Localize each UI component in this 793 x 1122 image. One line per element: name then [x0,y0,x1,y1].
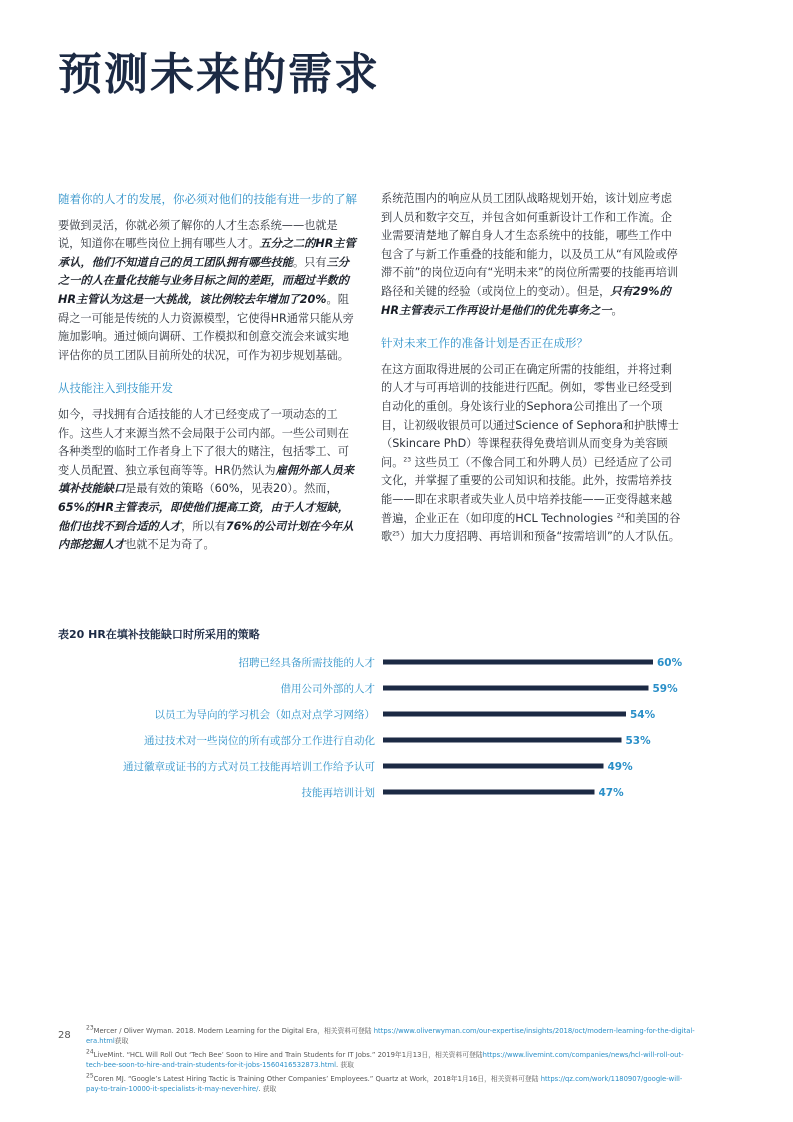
bar-value-label: 47% [598,787,624,799]
bar-value-label: 54% [630,709,656,721]
footnote [86,1074,696,1094]
footnote-link[interactable]: https://www.oliverwyman.com/our-expertise/insights/2018/oct/modern-learning-for-the-digital-era.html [86,1027,695,1045]
page-number: 28 [58,1030,71,1041]
footnote-ref: 23 [403,455,412,463]
emphasis-run: 三分之一的人在量化技能与业务目标之间的差距，而超过半数的HR主管认为这是一大挑战，该比例较去年增加了20% [58,255,349,306]
text-run: 也就不足为奇了。 [125,538,215,552]
bar-category-label: 招聘已经具备所需技能的人才 [238,657,375,669]
bar-category-label: 通过徽章或证书的方式对员工技能再培训工作给予认可 [123,761,375,773]
section-heading-future-work-plan: 针对未来工作的准备计划是否正在成形？ [381,336,588,351]
emphasis-run: 只有29%的HR主管表示工作再设计是他们的优先事务之一 [381,284,671,317]
bar-value-label: 59% [652,683,678,695]
bar-category-label: 以员工为导向的学习机会（如点对点学习网络） [154,709,375,721]
emphasis-run: 五分之二的HR主管承认，他们不知道自己的员工团队拥有哪些技能 [58,237,356,269]
strategy-bar-chart [58,648,683,808]
section-heading-skill-development: 从技能注入到技能开发 [58,381,173,396]
bar [383,764,604,769]
text-run: ）加大力度招聘、再培训和预备“按需培训”的人才队伍。 [399,530,680,544]
bar [383,790,595,795]
text-run: 如今，寻找拥有合适技能的人才已经变成了一项动态的工作。这些人才来源当然不会局限于公司内部。一些公司则在各种类型的临时工作者身上下了很大的赌注，包括零工、可变人员配置、独立承包商等等。HR仍然认为 [58,407,349,477]
right-column [381,190,681,561]
paragraph-reskilling-examples [381,361,681,547]
paragraph-workforce-planning [381,190,681,320]
text-run: 要做到灵活，你就必须了解你的人才生态系统——也就是说，知道你在哪些岗位上拥有哪些人才。 [58,218,338,251]
text-run: 。 [611,303,623,317]
footnote-number: 24 [86,1048,94,1056]
footnote-number: 25 [86,1072,94,1080]
bar [383,712,626,717]
chart-title: 表20 HR在填补技能缺口时所采用的策略 [58,628,260,641]
page-title: 预测未来的需求 [58,49,380,100]
emphasis-run: 76%的公司计划在今年从内部挖掘人才 [58,519,354,552]
text-run: ，所以有 [181,519,226,533]
footnote [86,1026,696,1046]
text-run: 在这方面取得进展的公司正在确定所需的技能组，并将过剩的人才与可再培训的技能进行匹配。例如，零售业已经受到自动化的重创。身处该行业的Sephora公司推出了一个项目，让初级收银员可以通过Science of Sephora和护肤博士（Skincare PhD）等课程获得免费培训从而变身为美容顾问。 [381,362,679,469]
bar-value-label: 53% [625,735,651,747]
footnote-tail: 获取 [114,1037,129,1045]
bar-category-label: 通过技术对一些岗位的所有或部分工作进行自动化 [144,735,375,747]
bar [383,660,653,665]
text-run: 系统范围内的响应从员工团队战略规划开始，该计划应考虑到人员和数字交互，并包含如何重新设计工作和工作流。企业需要清楚地了解自身人才生态系统中的技能，哪些工作中包含了与新工作重叠的技能和能力，以及员工从“有风险或停滞不前”的岗位迈向有“光明未来”的岗位所需要的技能再培训路径和关键的经验（或岗位上的变动）。但是， [381,192,679,298]
footnote-link[interactable]: https://www.livemint.com/companies/news/hcl-will-roll-out-tech-bee-soon-to-hire-and-train-students-for-it-jobs-1560416532873.html [86,1051,684,1069]
footnote-number: 23 [86,1024,94,1032]
footnote-tail: . 获取 [336,1061,354,1069]
footnote-ref: 24 [616,511,625,519]
footnote [86,1050,696,1070]
bar-value-label: 60% [657,657,683,669]
footnote-link[interactable]: https://qz.com/work/1180907/google-will-pay-to-train-10000-it-specialists-it-may-never-hire/ [86,1075,683,1093]
bar-category-label: 技能再培训计划 [301,787,375,799]
bar-value-label: 49% [607,761,633,773]
text-run: 。阻碍之一可能是传统的人力资源模型，它使得HR通常只能从旁施加影响。通过倾向调研、工作模拟和创意交流会来诚实地评估你的员工团队目前所处的状况，可作为初步规划基础。 [58,292,354,362]
footnote-text: Coren MJ. “Google’s Latest Hiring Tactic is Training Other Companies’ Employees.” Quartz at Work，2018年1月16日，相关资料可登陆 [93,1075,541,1083]
footnotes [86,1026,696,1098]
section-heading-skills-awareness: 随着你的人才的发展，你必须对他们的技能有进一步的了解 [58,192,357,206]
text-run: 这些员工（不像合同工和外聘人员）已经适应了公司文化，并掌握了重要的公司知识和技能。此外，按需培养技能——即在求职者或失业人员中培养技能——正变得越来越普遍，企业正在（如印度的HCL Technologies [381,455,672,525]
text-run: 。只有 [292,255,327,269]
paragraph-talent-ecosystem [58,217,358,366]
bar-category-label: 借用公司外部的人才 [280,683,375,695]
emphasis-run: 65%的HR主管表示，即使他们提高工资，由于人才短缺，他们也找不到合适的人才 [58,500,349,533]
paragraph-skill-sourcing [58,406,358,555]
bar [383,738,622,743]
footnote-text: Mercer / Oliver Wyman. 2018. Modern Learning for the Digital Era，相关资料可登陆 [93,1027,374,1035]
emphasis-run: 雇佣外部人员来填补技能缺口 [58,463,354,496]
footnote-text: LiveMint. “HCL Will Roll Out ‘Tech Bee’ Soon to Hire and Train Students for IT Jobs.” 2019年1月13日，相关资料可登陆 [93,1051,483,1059]
text-run: 和美国的谷歌 [381,511,681,544]
text-run: 是最有效的策略（60%，见表20）。然而， [125,482,338,496]
bar [383,686,649,691]
left-column [58,190,358,569]
footnote-tail: . 获取 [258,1085,277,1093]
footnote-ref: 25 [392,530,400,538]
